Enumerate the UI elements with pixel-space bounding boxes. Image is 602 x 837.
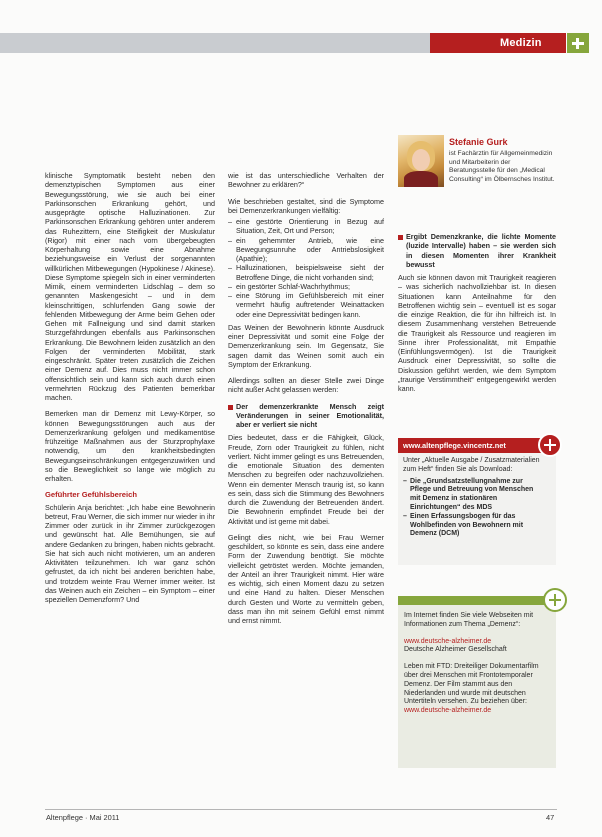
paragraph: Schülerin Anja berichtet: „Ich habe eine Bewohnerin betreut, Frau Werner, die sich immer nur wieder in ihr Zimmer oder zurück in ihr Zimmer zurückgezogen und gewünscht hat. Alle Bemühungen, sie auf andere Gedanken zu bringen, haben nichts gebracht. Sie hat sich auch nicht motivieren, um an anderen Aktivitäten teilzunehmen. Ich war ganz schön gefrustet, da ich nicht bei anderen berichten habe, und trotzdem weinte Frau Werner immer weiter. Ist das Weinen auch ein Zeichen – ein Symptom – einer speziellen Demenzform? Und <box>45 502 215 604</box>
box-header <box>398 438 556 453</box>
paragraph: wie ist das unterschiedliche Verhalten der Bewohner zu erklären?“ <box>228 171 384 190</box>
online-info-box <box>398 438 556 565</box>
author-bio: ist Fachärztin für Allgemeinmedizin und Mitarbeiterin der Beratungsstelle für den „Medical Consulting“ im Ölbernsches Institut. <box>449 150 555 183</box>
download-item[interactable]: – Einen Erfassungsbogen für das Wohlbefinden von Bewohnern mit Demenz (DCM) <box>403 513 543 539</box>
subheading: Ergibt Demenzkranke, die lichte Momente (luzide Intervalle) haben – sie werden sich in diesen Momenten ihrer Krankheit bewusst <box>398 232 556 269</box>
footer-publication: Altenpflege · Mai 2011 <box>46 813 120 822</box>
paragraph: Bemerken man dir Demenz mit Lewy-Körper, so können Bewegungsstörungen auch aus der Demenzerkrankung gefolgen und medikamentöse frühzeitige Maßnahmen aus der Sturzprophylaxe notwendig, um den krankheitsbedingten Bewegungseinschränkungen entgegenzuwirken und so die Beweglichkeit so lange wie möglich zu erhalten. <box>45 409 215 483</box>
box-content <box>404 612 550 716</box>
section-title: Medizin <box>500 37 542 49</box>
box-intro: Unter „Aktuelle Ausgabe / Zusatzmaterialien zum Heft“ finden Sie als Download: <box>403 457 540 473</box>
resource-link[interactable]: www.deutsche-alzheimer.de <box>404 637 492 645</box>
subheading: Geführter Gefühlsbereich <box>45 490 137 500</box>
page-number: 47 <box>546 813 555 822</box>
paragraph: Dies bedeutet, dass er die Fähigkeit, Glück, Freude, Zorn oder Traurigkeit zu fühlen, nicht verliert. Nicht immer gelingt es uns Betreuenden, die emotionale Situation des dementen Menschen zu begreifen oder nachzuvollziehen. Wenn ein dementer Mensch traurig ist, so kann es sein, dass sich die Stimmung des Bewohners durch die Zuwendung der Betreuenden ändert. Die Bewohnerin empfindet Freude bei der Aktivität und ist gerne mit dabei. <box>228 433 384 526</box>
website-link[interactable]: www.altenpflege.vincentz.net <box>403 441 506 450</box>
download-list <box>403 478 543 540</box>
paragraph: Gelingt dies nicht, wie bei Frau Werner geschildert, so könnte es sein, dass eine andere Form der Zuwendung benötigt. Sie möchte vielleicht getröstet werden. Möchte jemanden, der Anteil an ihrer Traurigkeit nimmt. Hier wäre es wichtig, sich einen Moment dazu zu setzen und eine Hand zu halten. Dieser Menschen durch Gesten und Worte zu vermitteln geben, dass man ihn mit seinem Gefühl ernst nimmt und ernst nimmt. <box>228 532 384 625</box>
plus-icon <box>538 433 562 457</box>
list-item: – ein gehemmter Antrieb, wie eine Bewegungsunruhe oder Antriebslosigkeit (Apathie); <box>228 236 384 264</box>
paragraph: Auch sie können davon mit Traurigkeit reagieren – was sicherlich nachvollziehbar ist. In diesen Situationen kann Anteilnahme für den Betroffenen wichtig sein – eventuell ist es sogar die einzige Reaktion, die für ihn hilfreich ist. In diesem Zusammenhang verstehen Betreuende die Traurigkeit als Ressource und reagieren im Sinne ihrer Professionalität, mit Empathie (Einfühlungsvermögen). Ist die Traurigkeit Ausdruck einer Depressivität, so sollte die Diskussion geführt werden, wie dem Symptom „traurige Verstimmtheit“ entgegengewirkt werden kann. <box>398 273 556 393</box>
paragraph: Allerdings sollten an dieser Stelle zwei Dinge nicht außer Acht gelassen werden: <box>228 376 384 395</box>
plus-icon <box>543 588 567 612</box>
section-tab <box>430 33 566 53</box>
paragraph: Wie beschrieben gestaltet, sind die Symptome bei Demenzerkrankungen vielfältig: <box>228 196 384 215</box>
resource-link[interactable]: www.deutsche-alzheimer.de <box>404 707 492 715</box>
plus-icon <box>567 33 589 53</box>
article-column-2 <box>228 171 384 632</box>
box-header <box>398 596 556 605</box>
resource-description: Leben mit FTD: Dreiteiliger Dokumentarfilm über drei Menschen mit Frontotemporaler Demenz. Der Film stammt aus den Niederlanden und wurde mit deutschen Untertiteln versehen. Zu beziehen über: www.deutsche-alzheimer.de <box>404 663 539 715</box>
resource-name: Deutsche Alzheimer Gesellschaft <box>404 646 507 654</box>
symptom-list <box>228 217 384 319</box>
list-item: – Halluzinationen, beispielsweise sieht der Betroffene Dinge, die nicht vorhanden sind; <box>228 263 384 282</box>
list-item: – eine Störung im Gefühlsbereich mit einer vermehrt häufig auftretender Weinattacken oder eine Depressivität bedingen kann. <box>228 291 384 319</box>
paragraph: klinische Symptomatik besteht neben den demenztypischen Symptomen aus einer Bewegungsstörung, wie sie auch bei einer Parkinsonschen Erkrankung gehört, und ausgeprägte optische Halluzinationen. Zur Parkinsonschen Erkrankung gehören unter anderem das Ruhezittern, eine Steifigkeit der Muskulatur (Rigor) mit einer nach vorn übergebeugten Körperhaltung sowie eine Abnahme beziehungsweise ein Verlust der sorgenannten willkürlichen Mitbewegungen (Hypokinese / Akinese). Diese Symptome spiegeln sich in einer verminderten Mimik, einem verminderten Lidschlag – dem so genannten Maskengesicht – und in dem kleinschrittigen, schlurfenden Gang sowie der fehlenden Mitbewegung der Arme beim Gehen oder Gehen mit Fallneigung und sind damit starken Sturzgefährdungen ebenfalls aus Parkinsonschen Erkrankung. Die Bewohnern leiden zusätzlich an den Folgen der verminderten Mobilität, stark eingeschränkt. Später treten zusätzlich die Zeichen einer Demenz auf. Dies muss nicht immer schon offensichtlich sein und kann sich auch durch einen vermehrten Rückzug des Patienten bemerkbar machen. <box>45 171 215 402</box>
subheading: Der demenzerkrankte Mensch zeigt Veränderungen in seiner Emotionalität, aber er verliert sie nicht <box>228 402 384 430</box>
footer-rule <box>45 809 557 810</box>
article-column-3 <box>398 232 556 400</box>
author-name: Stefanie Gurk <box>449 137 508 147</box>
list-item: – ein gestörter Schlaf-Wachrhythmus; <box>228 282 384 291</box>
download-item[interactable]: – Die „Grundsatzstellungnahme zur Pflege und Betreuung von Menschen mit Demenz in stationären Einrichtungen“ des MDS <box>403 478 543 513</box>
box-content <box>403 457 543 539</box>
list-item: – eine gestörte Orientierung in Bezug auf Situation, Zeit, Ort und Person; <box>228 217 384 236</box>
paragraph: Das Weinen der Bewohnerin könnte Ausdruck einer Depressivität und somit eine Folge der Demenzerkrankung sein. Im Gegensatz, Sie sagen damit das Weinen somit auch ein Symptom der Erkrankung. <box>228 322 384 369</box>
author-photo <box>398 135 444 187</box>
article-column-1 <box>45 171 215 611</box>
internet-resources-box <box>398 596 556 768</box>
box-intro: Im Internet finden Sie viele Webseiten mit Informationen zum Thema „Demenz“: <box>404 612 534 628</box>
